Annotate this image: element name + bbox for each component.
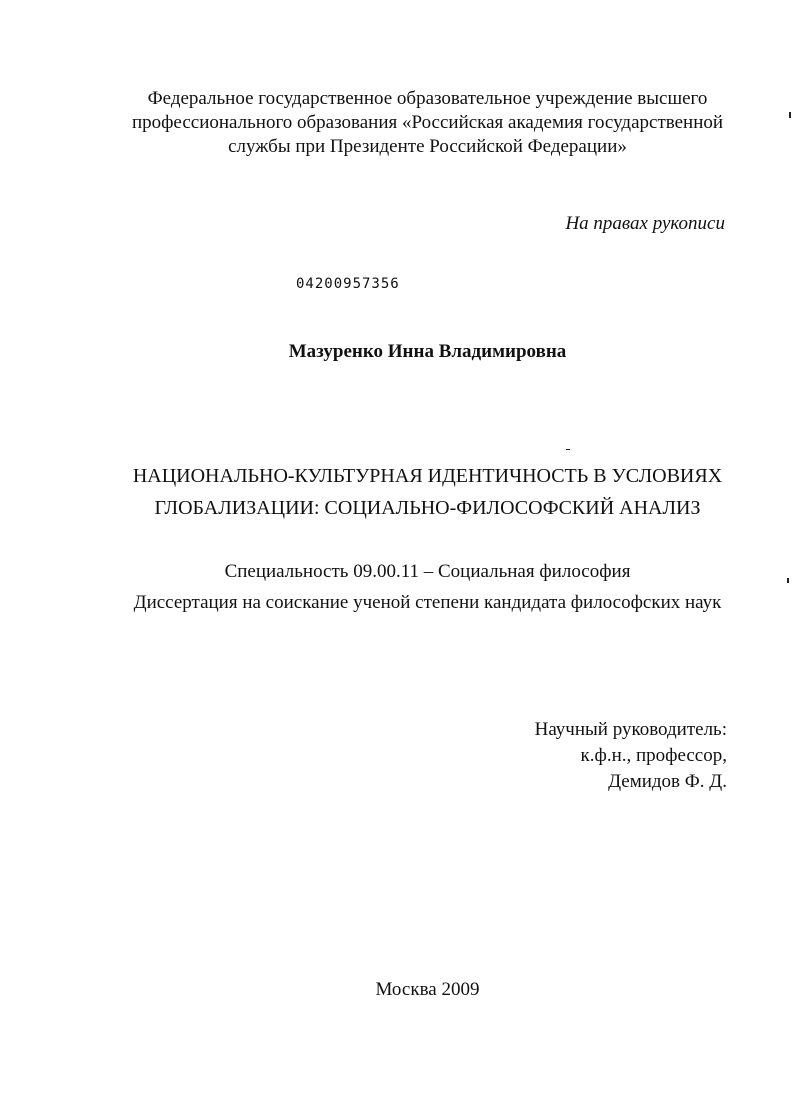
catalog-number: 04200957356	[296, 276, 400, 292]
manuscript-note: На правах рукописи	[565, 213, 725, 234]
city-year: Москва 2009	[375, 979, 480, 1000]
title-line: ГЛОБАЛИЗАЦИИ: СОЦИАЛЬНО-ФИЛОСОФСКИЙ АНАЛИЗ	[154, 497, 701, 519]
supervisor-name: Демидов Ф. Д.	[608, 771, 727, 792]
dissertation-title	[0, 460, 795, 524]
institution-line: службы при Президенте Российской Федерации»	[228, 136, 627, 157]
scan-speck	[787, 578, 789, 583]
specialty: Специальность 09.00.11 – Социальная философия	[224, 561, 631, 582]
author-name: Мазуренко Инна Владимировна	[288, 341, 567, 362]
scan-speck	[789, 112, 791, 118]
degree-statement: Диссертация на соискание ученой степени кандидата философских наук	[133, 592, 722, 613]
institution-line: Федеральное государственное образовательное учреждение высшего	[147, 88, 708, 109]
supervisor-label: Научный руководитель:	[534, 719, 727, 740]
institution-header	[0, 87, 795, 159]
institution-line: профессионального образования «Российская академия государственной	[131, 112, 724, 133]
scan-speck	[566, 449, 570, 450]
supervisor-rank: к.ф.н., профессор,	[580, 745, 727, 766]
title-line: НАЦИОНАЛЬНО-КУЛЬТУРНАЯ ИДЕНТИЧНОСТЬ В УСЛОВИЯХ	[132, 465, 723, 487]
supervisor-block	[535, 717, 727, 795]
